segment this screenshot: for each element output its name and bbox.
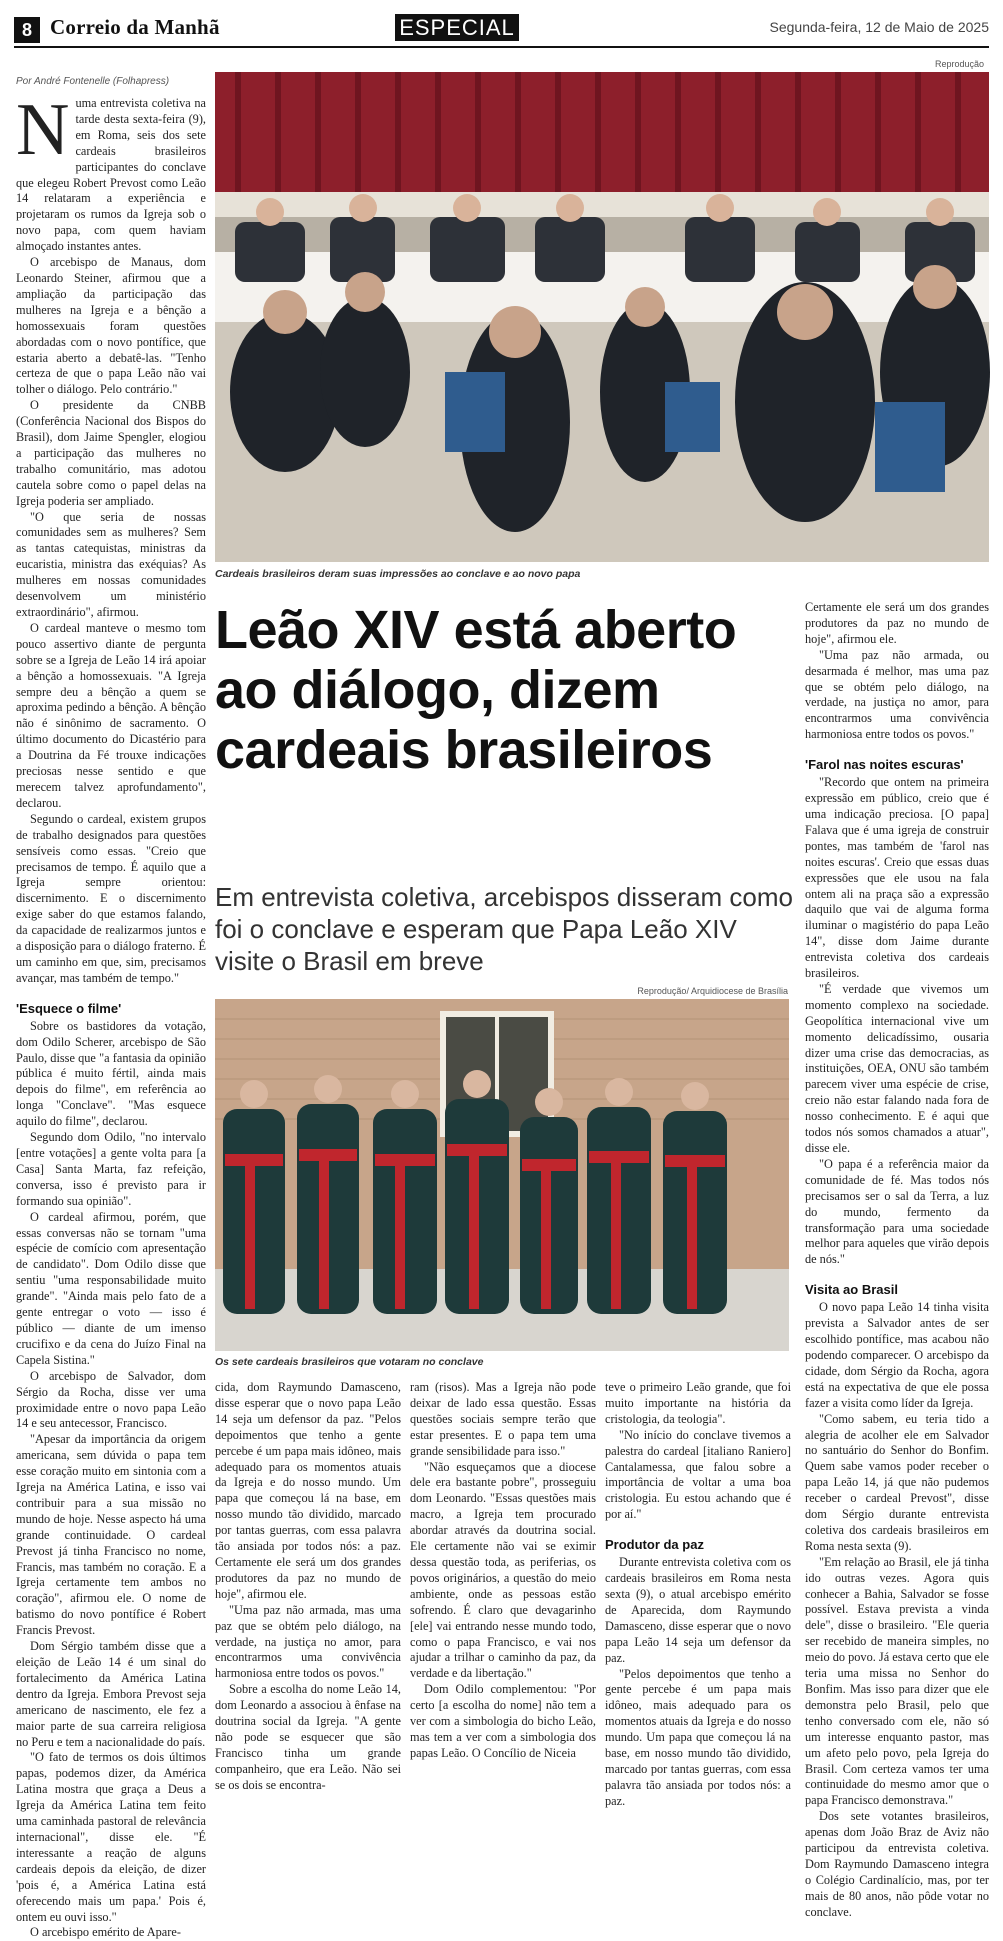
article-column-3 — [410, 1380, 596, 1788]
subheading: 'Esquece o filme' — [16, 1000, 122, 1016]
paragraph: Segundo dom Odilo, "no intervalo [entre votações] a gente volta para [a Casa] Santa Marta, faz refeição, conversa, isso é previsto para ir formando sua opinião". — [16, 1130, 206, 1208]
paragraph: O arcebispo emérito de Apare- — [30, 1925, 181, 1940]
paragraph: ram (risos). Mas a Igreja não pode deixar de lado essa questão. Essas questões sociais sempre terão que estar presentes. E o papa tem uma grande sensibilidade para isso." — [410, 1380, 596, 1458]
paragraph: Durante entrevista coletiva com os cardeais brasileiros em Roma nesta sexta (9), o atual arcebispo emérito de Aparecida, dom Raymundo Damasceno, disse esperar que o novo papa Leão 14 seja um defensor da paz. — [605, 1555, 791, 1665]
paragraph: "O que seria de nossas comunidades sem as mulheres? Sem as tantas catequistas, ministras da eucaristia, ministra das exéquias? As mulheres em nossas comunidades desenvolvem um ministério extraordinário", afirmou. — [16, 509, 206, 619]
header-rule — [14, 46, 989, 48]
paragraph: O cardeal afirmou, porém, que essas conversas não se tornam "uma espécie de comício com apresentação de candidato". Dom Odilo disse que sentiu "uma responsabilidade muito grande". "Ainda mais pelo fato de a gente entregar o voto — isso é público — diante de um imenso crucifixo e da cena do Juízo Final na Capela Sistina." — [16, 1209, 206, 1367]
newspaper-name: Correio da Manhã — [50, 15, 220, 39]
paragraph: uma entrevista coletiva na tarde desta sexta-feira (9), em Roma, seis dos sete cardeais brasileiros participantes do conclave que elegeu Robert Prevost como Leão 14 relataram a experiência e projetaram os rumos da Igreja sob o novo papa, com quem haviam almoçado instantes antes. — [16, 96, 206, 254]
paragraph: "Como sabem, eu teria tido a alegria de acolher ele em Salvador no santuário do Senhor do Bonfim. Quem sabe vamos poder receber o papa Leão 14, já que não pudemos receber o cardeal Prevost", disse dom Sérgio durante entrevista coletiva dos cardeais brasileiros em Roma nesta sexta (9). — [805, 1411, 989, 1553]
paragraph: teve o primeiro Leão grande, que foi muito importante na história da cristologia, da teologia". — [605, 1380, 791, 1426]
dropcap: N — [16, 89, 70, 171]
paragraph: O arcebispo de Manaus, dom Leonardo Steiner, afirmou que a ampliação da participação das mulheres na Igreja e a bênção a homossexuais foram questões abordadas com o novo pontífice, que estaria aberto a debatê-las. "Tenho certeza de que o papa Leão não vai tolher o diálogo. Pelo contrário." — [16, 255, 206, 397]
paragraph: "Pelos depoimentos que tenho a gente percebe é um papa mais idôneo, mais adequado para os momentos atuais da Igreja e do nosso mundo. Um papa que começou lá na base, em nosso mundo tão dividido, marcado por tantas guerras, com essa palavra tão ansiada por todos nós: a paz. — [605, 1666, 791, 1808]
paragraph: Sobre os bastidores da votação, dom Odilo Scherer, arcebispo de São Paulo, disse que "a fantasia da opinião pública é muito fértil, ainda mais depois do filme", em referência ao longa "Conclave". "Mas esquece aquilo do filme", declarou. — [16, 1018, 206, 1129]
paragraph: O cardeal manteve o mesmo tom pouco assertivo diante de pergunta sobre se a Igreja de Leão 14 irá apoiar a bênção a homossexuais. "A Igreja sempre deu a bênção a quem se aproxima pedindo a bênção. A bênção não é sinônimo de sacramento. O último documento do Dicastério para a Doutrina da Fé trouxe indicações preciosas nesse sentido e que merecem talvez aprofundamento", declarou. — [16, 620, 206, 810]
subheading: Produtor da paz — [605, 1537, 704, 1553]
photo-caption: Os sete cardeais brasileiros que votaram no conclave — [215, 1356, 484, 1368]
paragraph: O arcebispo de Salvador, dom Sérgio da Rocha, disse ver uma proximidade entre o novo papa Leão 14 e seu antecessor, Francisco. — [16, 1368, 206, 1431]
paragraph: O novo papa Leão 14 tinha visita prevista a Salvador antes de ser escolhido pontífice, mas acabou não podendo comparecer. O arcebispo da cidade, dom Sérgio da Rocha, agora está na expectativa de que ele possa fazer a visita como líder da Igreja. — [805, 1300, 989, 1410]
paragraph: "Não esqueçamos que a diocese dele era bastante pobre", prosseguiu dom Leonardo. "Essas questões mais macro, a Igreja tem procurado abordar através da doutrina social. Ele certamente não vai se eximir dessa questão toda, as periferias, os povos originários, a questão do meio ambiente, onde as pessoas estão sofrendo. É claro que devagarinho [ele] vai entrando nesse mundo todo, como o papa Francisco, e vai nos ajudar a trilhar o caminho da paz, da verdade e da libertação." — [410, 1459, 596, 1681]
paragraph: Certamente ele será um dos grandes produtores da paz no mundo de hoje", afirmou ele. — [805, 600, 989, 646]
photo-credit: Reprodução — [935, 59, 985, 69]
paragraph: O presidente da CNBB (Conferência Nacional dos Bispos do Brasil), dom Jaime Spengler, elogiou a participação das mulheres no trabalho comunitário, mas adotou cautela sobre como o papel delas na Igreja poderia ser ampliado. — [16, 398, 206, 508]
press-conference-photo — [215, 72, 989, 562]
paragraph: cida, dom Raymundo Damasceno, disse esperar que o novo papa Leão 14 seja um defensor da paz. "Pelos depoimentos que tenho a gente percebe é um papa mais idôneo, mais adequado para os momentos atuais da Igreja e do nosso mundo. Um papa que começou lá na base, em nosso mundo tão dividido, marcado por tantas guerras, com essa palavra tão ansiada por todos nós: a paz. Certamente ele será um dos grandes produtores da paz no mundo de hoje", afirmou ele. — [215, 1380, 401, 1601]
photo-caption: Cardeais brasileiros deram suas impressões ao conclave e ao novo papa — [215, 568, 581, 580]
page-number: 8 — [14, 17, 40, 43]
paragraph: Sobre a escolha do nome Leão 14, dom Leonardo a associou à ênfase na doutrina social da Igreja. "A gente não pode se esquecer que são Francisco tinha um grande companheiro, que era Leão. Não sei se os dois se encontra- — [215, 1682, 401, 1792]
section-label: ESPECIAL — [395, 14, 519, 41]
headline: Leão XIV está aberto ao diálogo, dizem cardeais brasileiros — [215, 600, 737, 780]
article-column-2 — [215, 1380, 401, 1792]
subheadline: Em entrevista coletiva, arcebispos disseram como foi o conclave e esperam que Papa Leão XIV visite o Brasil em breve — [215, 882, 794, 976]
paragraph: "O papa é a referência maior da comunidade de fé. Mas todos nós precisamos ser o sal da Terra, a luz do mundo, fermento da transformação para uma sociedade melhor para aqueles que virão depois de nós." — [805, 1156, 989, 1267]
paragraph: Dos sete votantes brasileiros, apenas dom João Braz de Aviz não participou da entrevista coletiva. Dom Raymundo Damasceno integra o Colégio Cardinalício, mas, por ter mais de 80 anos, não pôde votar no conclave. — [805, 1809, 989, 1919]
paragraph: "Em relação ao Brasil, ele já tinha ido outras vezes. Agora quis conhecer a Bahia, Salvador se fosse possível. Estava prevista a vinda dele", disse o brasileiro. "Ele queria ser recebido de maneira simples, no meio do povo. Já estava certo que ele teria uma missa no Senhor do Bonfim. Mas isso para dizer que ele demonstra pelo Brasil, pelo que tenho conversado com ele, não só um interesse enquanto pastor, mas um afeto pelo povo, pela Igreja do Brasil. Com certeza vamos ter uma continuidade do mesmo amor que o papa Francisco demonstrava." — [805, 1554, 989, 1808]
article-column-5 — [805, 600, 989, 1919]
subheading: 'Farol nas noites escuras' — [805, 757, 964, 773]
paragraph: "O fato de termos os dois últimos papas, podemos dizer, da América Latina mostra que graça a Deus a Igreja da América Latina tem feito uma caminhada pastoral de relevância internacional", disse ele. "É interessante a reação de alguns cardeais depois da eleição, de dizer 'pois é, a América Latina está oferecendo mais um papa.' Pois é, ontem eu ouvi isso." — [16, 1750, 206, 1924]
paragraph: "Apesar da importância da origem americana, sem dúvida o papa tem esse coração muito em sintonia com a Igreja na América Latina, e isso vai contribuir para a sua missão no mundo de hoje. Nesse aspecto há uma grande continuidade. O cardeal Prevost já tinha Francisco no nome, Francis, mas também no coração. E a Igreja certamente tem ambos no coração", afirmou ele. O nome de batismo do novo pontífice é Robert Francis Prevost. — [16, 1432, 206, 1638]
article-column-4 — [605, 1380, 791, 1808]
paragraph: Segundo o cardeal, existem grupos de trabalho designados para questões sensíveis como essas. "Creio que precisamos de tempo. É aquilo que a Igreja sempre orientou: discernimento. E o discernimento exige saber do que estamos falando, da capacidade de realizarmos juntos e a disposição para o diálogo fraterno. É um caminho em que, sim, precisamos avançar, mas também de tempo." — [16, 811, 206, 985]
paragraph: "Uma paz não armada, mas uma paz que se obtém pelo diálogo, na verdade, na justiça no amor, para encontrarmos uma convivência harmoniosa entre todos os povos." — [215, 1602, 401, 1681]
paragraph: "No início do conclave tivemos a palestra do cardeal [italiano Raniero] Cantalamessa, que falou sobre a importância de voltar a uma boa cristologia. Eu estou achando que é por aí." — [605, 1427, 791, 1522]
byline: Por André Fontenelle (Folhapress) — [16, 76, 170, 87]
paragraph: "Recordo que ontem na primeira expressão em público, creio que é uma indicação preciosa. [O papa] Falava que é uma igreja de construir pontes, mas também de 'farol nas noites escuras'. Creio que essas duas expressões que ele usou na fala ontem ali na praça são a expressão daquilo que vai de alguma forma iluminar o magistério do papa Leão 14", disse dom Jaime durante entrevista coletiva dos cardeais brasileiros. — [805, 775, 989, 981]
photo-credit: Reprodução/ Arquidiocese de Brasília — [637, 986, 788, 996]
cardinals-group-photo — [215, 999, 789, 1351]
paragraph: "É verdade que vivemos um momento complexo na sociedade. Geopolítica internacional vive um momento delicadíssimo, ousaria dizer uma crise das democracias, as instituições, OEA, ONU são também parecem viver uma espécie de crise, creio não estar falando nada fora de nosso conhecimento. E é aqui que todos nós somos chamados a atuar", disse ele. — [805, 981, 989, 1155]
paragraph: "Uma paz não armada, ou desarmada é melhor, mas uma paz que se obtém pelo diálogo, na verdade, na justiça no amor, para encontrarmos uma convivência harmoniosa entre todos os povos." — [805, 647, 989, 742]
paragraph: Dom Sérgio também disse que a eleição de Leão 14 é um sinal do fortalecimento da América Latina dentro da Igreja. Embora Prevost seja americano de nascimento, ele fez a maior parte de sua carreira religiosa no Peru e tem a nacionalidade do país. — [16, 1639, 206, 1749]
issue-date: Segunda-feira, 12 de Maio de 2025 — [769, 19, 989, 35]
subheading: Visita ao Brasil — [805, 1282, 898, 1298]
article-column-1 — [16, 89, 206, 1940]
paragraph: Dom Odilo complementou: "Por certo [a escolha do nome] não tem a ver com a simbologia do bicho Leão, mas tem a ver com a simbologia dos papas Leão. O Concílio de Niceia — [410, 1682, 596, 1760]
